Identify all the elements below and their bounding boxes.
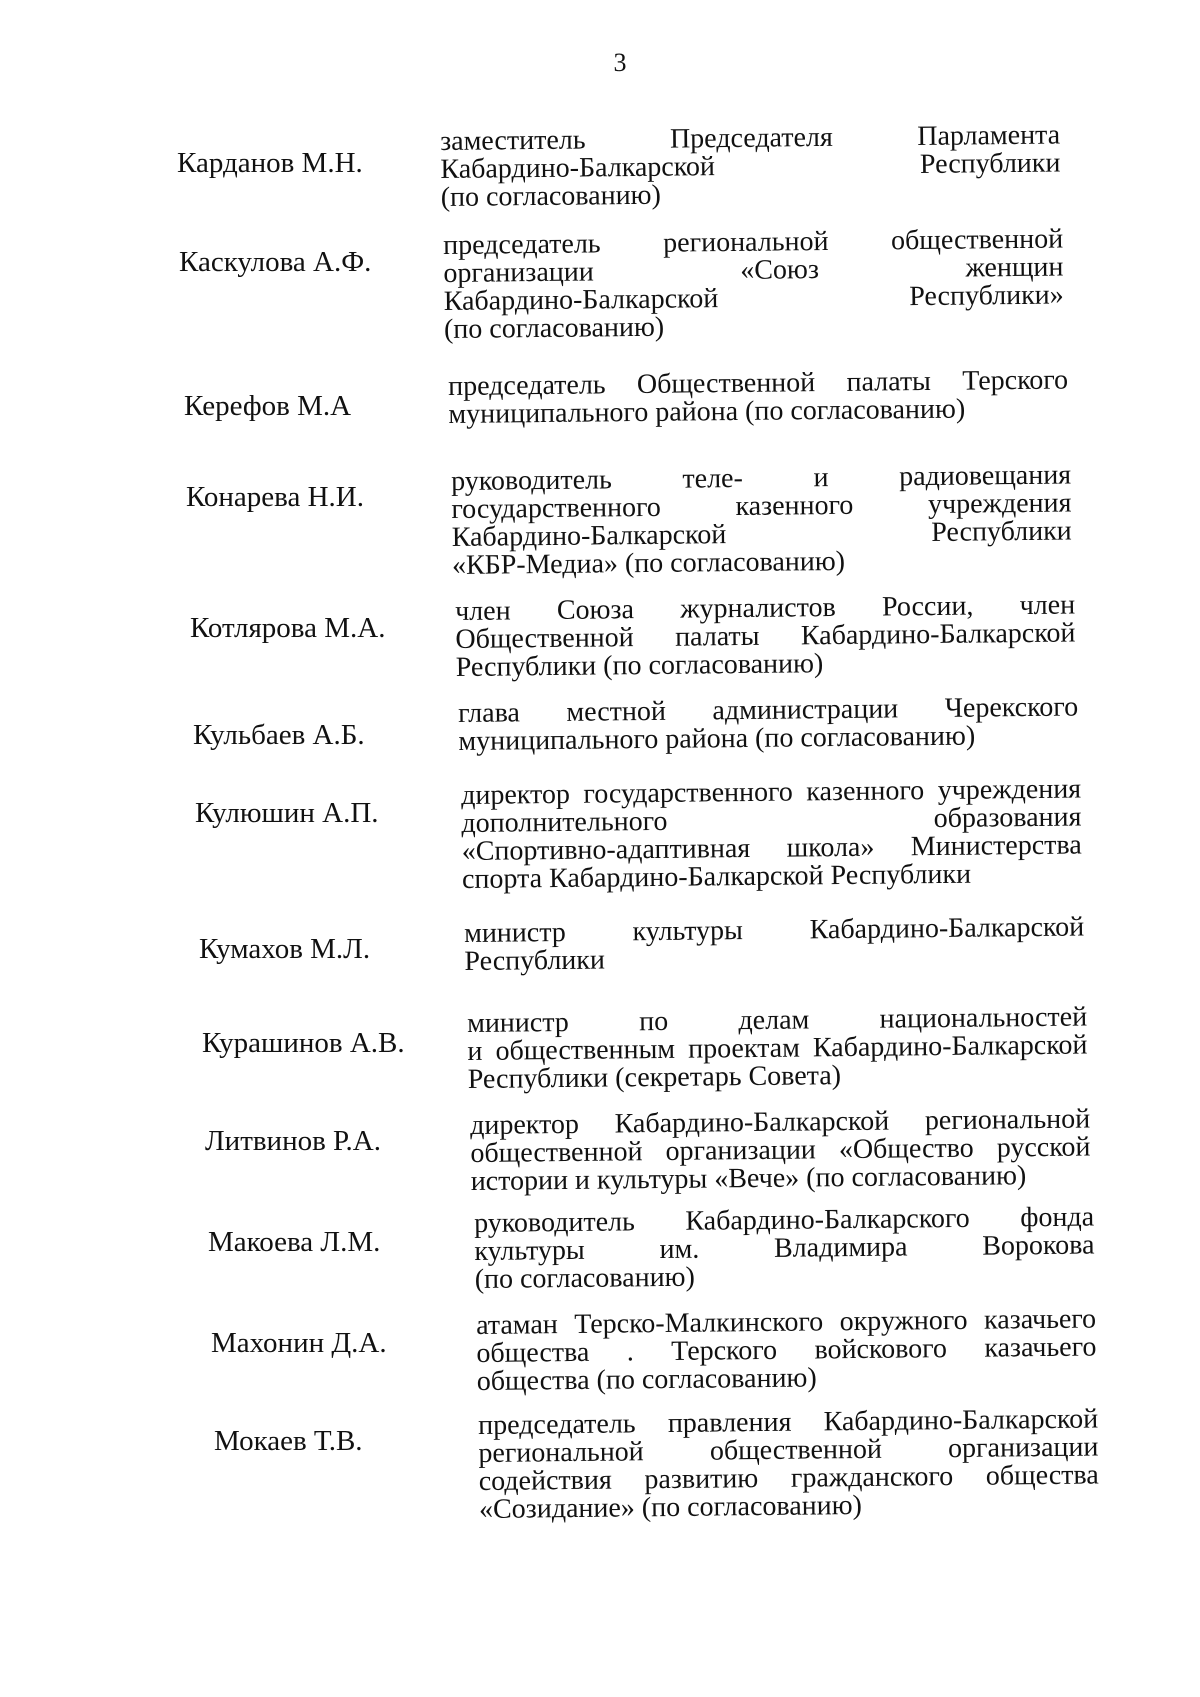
position-line: (по согласованию) (440, 179, 662, 213)
position-line: и общественным проектам Кабардино-Балкарской (467, 1029, 1088, 1067)
position-line: (по согласованию) (443, 311, 665, 345)
position-line: директор государственного казенного учреждения (460, 773, 1082, 811)
position-line: заместитель Председателя Парламента (439, 119, 1061, 157)
member-name: Мокаев Т.В. (214, 1425, 363, 1457)
member-position (475, 1303, 1097, 1397)
position-line: «Созидание» (по согласованию) (478, 1489, 863, 1525)
member-name: Кулюшин А.П. (195, 797, 379, 829)
member-name: Кумахов М.Л. (199, 933, 371, 965)
position-line: муниципального района (по согласованию) (448, 393, 966, 430)
member-name: Котлярова М.А. (190, 612, 386, 644)
member-position (454, 589, 1076, 683)
member-name: Литвинов Р.А. (205, 1125, 381, 1157)
position-line: государственного казенного учреждения (451, 487, 1072, 525)
position-line: «Спортивно-адаптивная школа» Министерства (461, 829, 1082, 867)
position-line: Общественной палаты Кабардино-Балкарской (455, 617, 1076, 655)
member-name: Кульбаев А.Б. (193, 719, 365, 751)
member-name: Махонин Д.А. (211, 1327, 387, 1359)
member-position (469, 1103, 1091, 1197)
position-line: общества . Терского войскового казачьего (476, 1331, 1097, 1369)
member-position (457, 691, 1079, 757)
position-line: «КБР-Медиа» (по согласованию) (451, 545, 846, 581)
position-line: (по согласованию) (474, 1261, 696, 1295)
position-line: дополнительного образования (461, 801, 1082, 839)
member-name: Каскулова А.Ф. (179, 246, 372, 278)
position-line: организации «Союз женщин (443, 251, 1064, 289)
position-line: руководитель Кабардино-Балкарского фонда (473, 1201, 1095, 1239)
position-line: министр культуры Кабардино-Балкарской (463, 911, 1085, 949)
position-line: Кабардино-Балкарской Республики (440, 147, 1061, 185)
position-line: глава местной администрации Черекского (457, 691, 1079, 729)
member-position (460, 773, 1082, 895)
position-line: общества (по согласованию) (476, 1362, 817, 1397)
position-line: член Союза журналистов России, член (454, 589, 1076, 627)
position-line: культуры им. Владимира Ворокова (474, 1229, 1095, 1267)
member-name: Конарева Н.И. (186, 481, 364, 513)
position-line: председатель региональной общественной (442, 223, 1064, 261)
position-line: Кабардино-Балкарской Республики (451, 515, 1072, 553)
member-position (477, 1403, 1099, 1525)
position-line: Республики (464, 944, 606, 977)
member-position (447, 364, 1069, 430)
position-line: атаман Терско-Малкинского окружного казачьего (475, 1303, 1097, 1341)
position-line: содействия развитию гражданского общества (478, 1459, 1099, 1497)
position-line: истории и культуры «Вече» (по согласованию) (470, 1160, 1027, 1197)
position-line: председатель правления Кабардино-Балкарской (477, 1403, 1099, 1441)
position-line: муниципального района (по согласованию) (458, 720, 976, 757)
position-line: спорта Кабардино-Балкарской Республики (461, 858, 972, 895)
position-line: директор Кабардино-Балкарской региональной (469, 1103, 1091, 1141)
position-line: Кабардино-Балкарской Республики» (443, 279, 1064, 317)
member-name: Курашинов А.В. (202, 1027, 405, 1059)
page-number: 3 (613, 48, 627, 77)
position-line: председатель Общественной палаты Терского (447, 364, 1069, 402)
position-line: региональной общественной организации (478, 1431, 1099, 1469)
position-line: общественной организации «Общество русской (470, 1131, 1091, 1169)
member-position (442, 223, 1064, 345)
member-position (450, 459, 1072, 581)
member-name: Керефов М.А (184, 390, 352, 422)
position-line: министр по делам национальностей (466, 1001, 1088, 1039)
member-position (466, 1001, 1088, 1095)
member-position (463, 911, 1085, 977)
member-position (439, 119, 1061, 213)
position-line: руководитель теле- и радиовещания (450, 459, 1072, 497)
position-line: Республики (по согласованию) (455, 648, 824, 683)
member-position (473, 1201, 1095, 1295)
member-name: Карданов М.Н. (177, 147, 363, 179)
member-name: Макоева Л.М. (208, 1226, 381, 1258)
position-line: Республики (секретарь Совета) (467, 1060, 842, 1095)
